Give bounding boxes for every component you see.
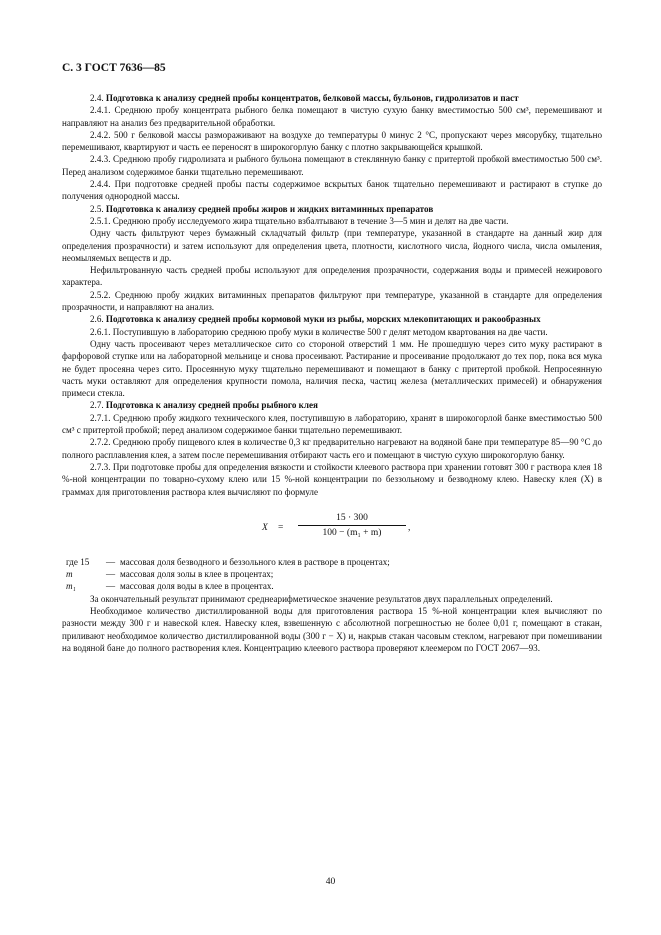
paragraph-2-4-2: 2.4.2. 500 г белковой массы размораживают на воздухе до температуры 0 минус 2 °С, пропускают через мясорубку, тщательно перемешивают, квартируют и часть ее переносят в широкогорлую банку с плотно закрывающейся крышкой. bbox=[62, 129, 602, 153]
paragraph-2-4-4: 2.4.4. При подготовке средней пробы пасты содержимое вскрытых банок тщательно перемешивают и растирают в ступке до получения однородной массы. bbox=[62, 179, 602, 202]
paragraph-2-6-1-b: Одну часть просеивают через металлическое сито со стороной отверстий 1 мм. Не прошедшую через сито муку растирают в фарфоровой ступке или на лабораторной мельнице и снова просеивают. Растирание и просеивание продолжают до тех пор, пока вся мука не будет просеяна через сито. Просеянную муку тщательно перемешивают и помещают в банку с притертой пробкой. Непросеянную часть муки оставляют для определения крупности помола, наличия песка, частиц железа (металлических примесей) и обнаружения примеси стекла. bbox=[62, 338, 602, 399]
section-title: Подготовка к анализу средней пробы концентратов, белковой массы, бульонов, гидролизатов и паст bbox=[105, 93, 519, 103]
paragraph-2-5-2: 2.5.2. Среднюю пробу жидких витаминных препаратов фильтруют при температуре, указанной в стандарте для определения прозрачности, и направляют на анализ. bbox=[62, 289, 602, 313]
paragraph-2-7-2: 2.7.2. Среднюю пробу пищевого клея в количестве 0,3 кг предварительно нагревают на водяной бане при температуре 85—90 °С до полного расплавления клея, а затем после перемешивания отбирают часть его и помещают в чистую сухую широкогорлую банку. bbox=[62, 437, 602, 460]
definition-symbol: где 15 bbox=[66, 556, 90, 567]
paragraph-2-4-1: 2.4.1. Среднюю пробу концентрата рыбного белка помещают в чистую сухую банку вместимостью 500 см³, перемешивают и направляют на анализ без предварительной обработки. bbox=[62, 105, 602, 128]
paragraph-2-7-3-b: За окончательный результат принимают среднеарифметическое значение результатов двух параллельных определений. bbox=[90, 593, 553, 604]
paragraph-2-5-1-b: Одну часть фильтруют через бумажный складчатый фильтр (при температуре, указанной в стандарте на данный жир для определения прозрачности) и затем используют для определения цвета, плотности, кислотного числа, йодного числа, числа омыления, неомыляемых веществ и др. bbox=[62, 228, 602, 263]
section-2-4-heading bbox=[62, 92, 602, 104]
definition-text: массовая доля безводного и беззольного клея в растворе в процентах; bbox=[120, 556, 390, 567]
variable-definitions bbox=[62, 556, 602, 593]
definition-text: массовая доля воды в клее в процентах. bbox=[120, 581, 274, 592]
definition-text: массовая доля золы в клее в процентах; bbox=[120, 569, 274, 580]
section-title: Подготовка к анализу средней пробы кормовой муки из рыбы, морских млекопитающих и ракообразных bbox=[105, 314, 541, 325]
formula-lhs: X bbox=[262, 522, 268, 533]
section-title: Подготовка к анализу средней пробы жиров и жидких витаминных препаратов bbox=[105, 203, 434, 214]
formula-denominator: 100 − (m₁ + m) bbox=[322, 528, 382, 539]
definition-dash: — bbox=[106, 569, 116, 580]
section-number: 2.6. bbox=[90, 314, 104, 325]
definition-symbol: m₁ bbox=[66, 581, 76, 592]
document-body bbox=[62, 92, 602, 654]
definition-symbol: m bbox=[66, 569, 73, 580]
paragraph-2-7-3-c: Необходимое количество дистиллированной воды для приготовления раствора 15 %-ной концентрации клея вычисляют по разности между 300 г и навеской клея. Навеску клея, взвешенную с абсолютной погрешностью не более 0,01 г, помещают в стакан, приливают необходимое количество дистиллированной воды (300 г − X) и, накрыв стакан часовым стеклом, нагревают при помешивании на водяной бане до полного растворения клея. Концентрацию клеевого раствора проверяют клеемером по ГОСТ 2067—93. bbox=[62, 605, 602, 653]
section-number: 2.4. bbox=[90, 93, 104, 103]
section-number: 2.7. bbox=[90, 400, 104, 411]
document-page bbox=[62, 54, 602, 654]
definition-dash: — bbox=[106, 581, 116, 592]
definition-dash: — bbox=[106, 556, 116, 567]
paragraph-2-4-3: 2.4.3. Среднюю пробу гидролизата и рыбного бульона помещают в стеклянную банку с притертой пробкой вместимостью 500 см³. Перед анализом содержимое банки тщательно перемешивают. bbox=[62, 154, 602, 177]
formula bbox=[62, 512, 602, 546]
paragraph-2-5-1-c: Нефильтрованную часть средней пробы используют для определения прозрачности, содержания воды и примесей нежирового характера. bbox=[62, 265, 602, 288]
formula-numerator: 15 · 300 bbox=[298, 512, 406, 526]
section-2-5-heading bbox=[62, 203, 602, 215]
page-number: 40 bbox=[325, 877, 336, 887]
definition-row bbox=[62, 556, 602, 568]
paragraph-2-7-1: 2.7.1. Среднюю пробу жидкого технического клея, поступившую в лабораторию, хранят в широкогорлой банке вместимостью 500 см³ с притертой пробкой; перед анализом содержимое банки тщательно перемешивают. bbox=[62, 412, 602, 436]
section-2-6-heading bbox=[62, 313, 602, 325]
paragraph-2-6-1: 2.6.1. Поступившую в лабораторию среднюю пробу муки в количестве 500 г делят методом квартования на две части. bbox=[90, 326, 548, 337]
formula-comma: , bbox=[408, 522, 411, 533]
section-number: 2.5. bbox=[90, 203, 104, 214]
definition-row bbox=[62, 568, 602, 580]
paragraph-2-7-3: 2.7.3. При подготовке пробы для определения вязкости и стойкости клеевого раствора при хранении готовят 300 г раствора клея 18 %-ной концентрации по товарно-сухому клею или 15 %-ной концентрации по беззольному и безводному клею. Навеску клея (X) в граммах для приготовления раствора клея вычисляют по формуле bbox=[62, 461, 602, 497]
section-2-7-heading bbox=[62, 399, 602, 411]
paragraph-2-5-1: 2.5.1. Среднюю пробу исследуемого жира тщательно взбалтывают в течение 3—5 мин и делят на две части. bbox=[90, 215, 509, 226]
section-title: Подготовка к анализу средней пробы рыбного клея bbox=[105, 400, 318, 411]
formula-fraction bbox=[298, 512, 406, 540]
formula-equals: = bbox=[278, 522, 284, 533]
page-header: С. 3 ГОСТ 7636—85 bbox=[62, 62, 166, 74]
definition-row bbox=[62, 580, 602, 592]
